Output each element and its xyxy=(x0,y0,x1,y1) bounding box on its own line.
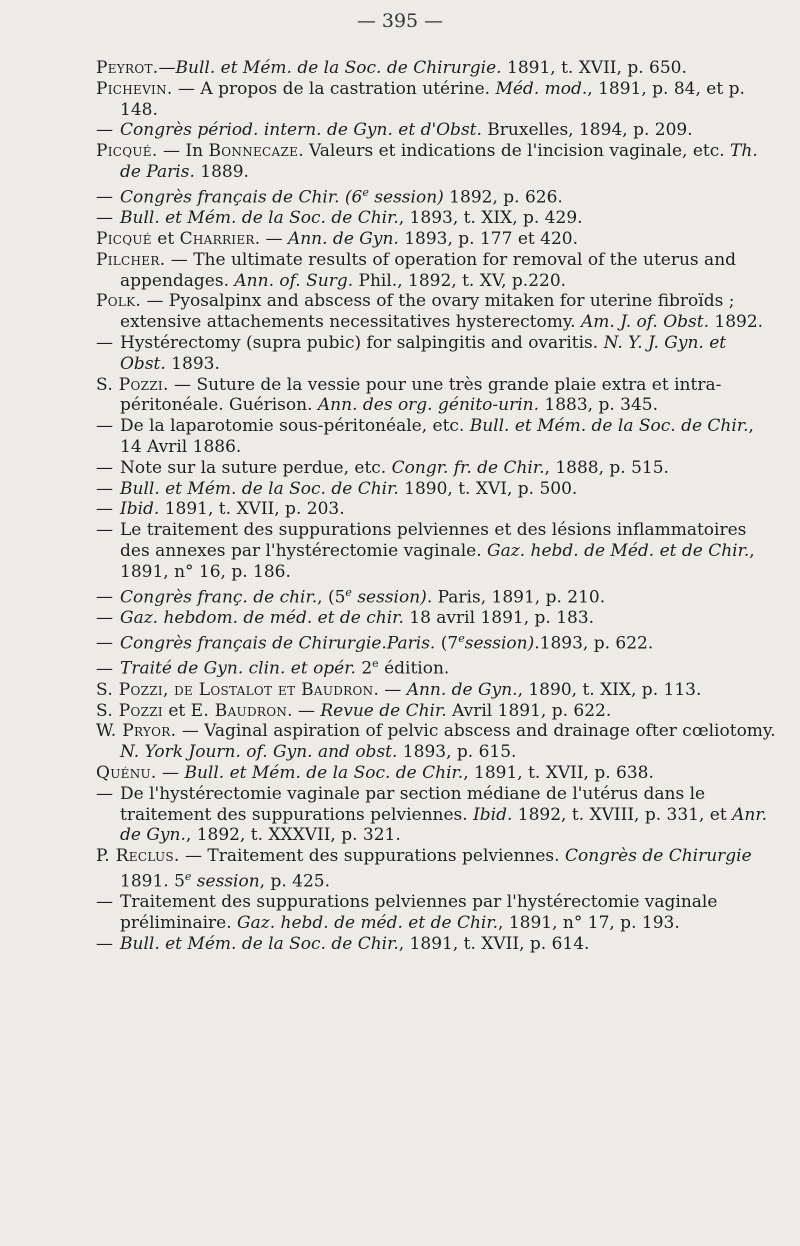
entry-text: et xyxy=(151,229,180,250)
entry-title-italic: Congr. fr. de Chir. xyxy=(391,457,545,478)
entry-title-italic: session xyxy=(191,871,260,892)
entry-text: — A propos de la castration utérine. xyxy=(172,78,496,99)
entry-text: — Suture de la vessie pour une très grande plaie extra et intra-péritonéale. Guérison. xyxy=(120,374,722,416)
bibliography-entry xyxy=(96,629,776,654)
ditto-dash: — xyxy=(96,608,113,629)
entry-text: Bonnecaze xyxy=(208,141,299,162)
entry-text: — Pyosalpinx and abscess of the ovary mitaken for uterine fibroïds ; extensive attachements necessitatives hysterectomy. xyxy=(120,291,735,333)
entry-author: Pilcher. xyxy=(96,249,166,270)
entry-text: 1892, t. XVIII, p. 331, et xyxy=(512,804,733,825)
ditto-dash: — xyxy=(96,587,113,608)
entry-text: . — xyxy=(254,229,288,250)
entry-title-italic: Gaz. hebd. de Méd. et de Chir. xyxy=(487,540,750,561)
ditto-dash: — xyxy=(96,633,113,654)
bibliography-entry xyxy=(96,183,776,208)
entry-text: De l'hystérectomie vaginale par section médiane de l'utérus dans le traitement des suppurations pelviennes. xyxy=(120,783,706,825)
entry-title-italic: Bull. et Mém. de la Soc. de Chirurgie. xyxy=(175,58,502,78)
ditto-dash: — xyxy=(96,187,113,208)
entry-text: — In xyxy=(157,141,209,162)
entry-text: 1893. xyxy=(165,353,220,374)
entry-text: 18 avril 1891, p. 183. xyxy=(403,608,595,629)
entry-text: . Paris, 1891, p. 210. xyxy=(426,587,606,608)
entry-author: Picqué. xyxy=(96,141,158,162)
bibliography-entry xyxy=(96,120,776,141)
bibliography-entry xyxy=(96,479,776,500)
entry-text: Hystérectomy (supra pubic) for salpingitis and ovaritis. xyxy=(120,333,604,354)
entry-title-italic: Gaz. hebdom. de méd. et de chir. xyxy=(120,608,404,629)
ditto-dash: — xyxy=(96,499,113,520)
entry-text: . Valeurs et indications de l'incision vaginale, etc. xyxy=(298,141,731,162)
entry-title-italic: Ann. des org. génito-urin. xyxy=(317,395,539,416)
entry-title-italic: Ann. of. Surg. xyxy=(234,270,354,291)
entry-text: e xyxy=(372,657,379,671)
entry-title-italic: Ann. de Gyn. xyxy=(406,679,518,700)
entry-text: — Vaginal aspiration of pelvic abscess and drainage ofter cœliotomy. xyxy=(176,721,776,742)
entry-text: Charrier xyxy=(179,229,255,250)
ditto-dash: — xyxy=(96,783,113,804)
bibliography-entry xyxy=(96,141,776,183)
bibliography-entry xyxy=(96,79,776,121)
entry-title-italic: Congrès français de Chirurgie.Paris. xyxy=(120,633,436,654)
entry-text: 1890, t. XVI, p. 500. xyxy=(398,478,578,499)
bibliography-entry xyxy=(96,608,776,629)
entry-author: W. Pryor. xyxy=(96,721,177,742)
ditto-dash: — xyxy=(96,457,113,478)
entry-text: de Lostalot et Baudron xyxy=(174,679,374,700)
bibliography-entry xyxy=(96,934,776,955)
bibliography-entry xyxy=(96,721,776,763)
ditto-dash: — xyxy=(96,933,113,954)
entry-text: 1889. xyxy=(194,161,249,182)
entry-title-italic: session) xyxy=(464,633,535,654)
entry-text: Traitement des suppurations pelviennes par l'hystérectomie vaginale préliminaire. xyxy=(120,892,718,934)
entry-title-italic: Congrès périod. intern. de Gyn. et d'Obst. xyxy=(120,120,482,141)
bibliography-entry xyxy=(96,208,776,229)
entry-title-italic: Congrès franç. de chir. xyxy=(120,587,318,608)
entry-text: .1893, p. 622. xyxy=(534,633,654,654)
entry-title-italic: session) xyxy=(351,587,427,608)
entry-author: Peyrot. xyxy=(96,58,159,78)
entry-text: Note sur la suture perdue, etc. xyxy=(120,457,392,478)
ditto-dash: — xyxy=(96,416,113,437)
entry-title-italic: Anr. de Gyn. xyxy=(120,804,767,846)
bibliography-entry xyxy=(96,846,776,892)
entry-title-italic: Ibid. xyxy=(473,804,513,825)
entry-text: — xyxy=(156,762,185,783)
entry-title-italic: Méd. mod. xyxy=(495,78,588,99)
entry-text: , 1891, n° 17, p. 193. xyxy=(498,913,680,934)
entry-text: Bruxelles, 1894, p. 209. xyxy=(481,120,693,141)
entry-text: — xyxy=(158,58,176,78)
entry-author: S. Pozzi xyxy=(96,700,163,721)
entry-text: 1891, t. XVII, p. 650. xyxy=(501,58,687,78)
bibliography-entry xyxy=(96,499,776,520)
entry-title-italic: Bull. et Mém. de la Soc. de Chir. xyxy=(120,933,399,954)
entry-text: , 1892, t. XXXVII, p. 321. xyxy=(185,825,401,846)
bibliography-entry xyxy=(96,583,776,608)
bibliography-entry xyxy=(96,654,776,679)
entry-title-italic: Th. de Paris. xyxy=(120,141,758,182)
entry-title-italic: e xyxy=(362,185,369,199)
entry-text: De la laparotomie sous-péritonéale, etc. xyxy=(120,416,470,437)
entry-title-italic: e xyxy=(184,869,192,883)
entry-text: 1891, t. XVII, p. 203. xyxy=(159,499,345,520)
entry-author: S. Pozzi. xyxy=(96,374,169,395)
bibliography-entry xyxy=(96,458,776,479)
entry-text: , 14 Avril 1886. xyxy=(120,416,754,457)
entry-text: , 1893, t. XIX, p. 429. xyxy=(398,208,583,229)
ditto-dash: — xyxy=(96,658,113,679)
entry-title-italic: Congrès de Chirurgie xyxy=(564,846,752,867)
entry-title-italic: Bull. et Mém. de la Soc. de Chir. xyxy=(120,208,399,229)
bibliography-entry xyxy=(96,250,776,292)
entry-author: Picqué xyxy=(96,229,152,250)
ditto-dash: — xyxy=(96,120,113,141)
entry-title-italic: Ann. de Gyn. xyxy=(287,229,399,250)
entry-text: , (5 xyxy=(317,587,346,608)
entry-text: , 1888, p. 515. xyxy=(544,457,669,478)
entry-title-italic: Bull. et Mém. de la Soc. de Chir. xyxy=(469,416,749,437)
entry-text: 1892. xyxy=(709,312,764,333)
entry-text: E. Baudron xyxy=(190,700,288,721)
entry-text: , 1890, t. XIX, p. 113. xyxy=(517,679,702,700)
bibliography-entry xyxy=(96,520,776,582)
entry-text: 2 xyxy=(355,658,373,679)
bibliography-entry xyxy=(96,416,776,458)
ditto-dash: — xyxy=(96,478,113,499)
entry-text: , 1891, p. 84, et p. 148. xyxy=(120,78,745,120)
ditto-dash: — xyxy=(96,208,113,229)
entry-text: 1892, p. 626. xyxy=(443,187,563,208)
entry-text: , 1891, n° 16, p. 186. xyxy=(120,540,755,582)
entry-title-italic: Bull. et Mém. de la Soc. de Chir. xyxy=(120,478,399,499)
entry-author: Polk. xyxy=(96,291,142,312)
entry-text: 1891. 5 xyxy=(120,871,185,892)
entry-title-italic: Am. J. of. Obst. xyxy=(581,312,710,333)
entry-author: P. Reclus. xyxy=(96,846,180,867)
entry-title-italic: Ibid. xyxy=(120,499,160,520)
ditto-dash: — xyxy=(96,333,113,354)
entry-title-italic: Bull. et Mém. de la Soc. de Chir. xyxy=(184,762,464,783)
entry-title-italic: Congrès français de Chir. (6 xyxy=(120,187,363,208)
entry-author: Quénu. xyxy=(96,762,157,783)
entry-title-italic: Traité de Gyn. clin. et opér. xyxy=(120,658,356,679)
bibliography-entry xyxy=(96,763,776,784)
bibliography-entry xyxy=(96,58,776,79)
bibliography-entry xyxy=(96,333,776,375)
entry-text: 1883, p. 345. xyxy=(539,395,659,416)
entry-text: (7 xyxy=(435,633,459,654)
entry-title-italic: Revue de Chir. xyxy=(320,700,447,721)
bibliography-list xyxy=(96,58,776,955)
entry-title-italic: N. York Journ. of. Gyn. and obst. xyxy=(120,742,398,763)
entry-author: S. Pozzi, xyxy=(96,679,169,700)
bibliography-entry xyxy=(96,784,776,846)
bibliography-entry xyxy=(96,892,776,934)
entry-text: — Traitement des suppurations pelviennes. xyxy=(179,846,565,867)
entry-title-italic: e xyxy=(458,631,465,645)
entry-text: 1893, p. 615. xyxy=(397,742,517,763)
entry-text: — The ultimate results of operation for removal of the uterus and appendages. xyxy=(120,249,737,291)
ditto-dash: — xyxy=(96,892,113,913)
entry-text: , p. 425. xyxy=(259,871,331,892)
entry-text: , 1891, t. XVII, p. 638. xyxy=(463,762,654,783)
entry-title-italic: e xyxy=(345,585,352,599)
bibliography-entry xyxy=(96,291,776,333)
entry-title-italic: N. Y. J. Gyn. et Obst. xyxy=(120,333,727,374)
entry-author: Pichevin. xyxy=(96,78,173,99)
entry-text: Le traitement des suppurations pelviennes et des lésions inflammatoires des annexes par l'hystérectomie vaginale. xyxy=(120,520,747,561)
entry-text: Avril 1891, p. 622. xyxy=(446,700,612,721)
entry-text: édition. xyxy=(378,658,450,679)
entry-text: , 1891, t. XVII, p. 614. xyxy=(398,933,590,954)
bibliography-entry xyxy=(96,375,776,417)
page-number: — 395 — xyxy=(356,10,444,32)
entry-title-italic: session) xyxy=(368,187,444,208)
entry-text: . — xyxy=(373,679,407,700)
entry-text: Phil., 1892, t. XV, p.220. xyxy=(353,270,567,291)
bibliography-entry xyxy=(96,701,776,722)
bibliography-entry xyxy=(96,680,776,701)
entry-text: . — xyxy=(287,700,321,721)
entry-text: et xyxy=(162,700,191,721)
entry-title-italic: Gaz. hebd. de méd. et de Chir. xyxy=(237,913,499,934)
entry-text: 1893, p. 177 et 420. xyxy=(398,229,578,250)
bibliography-entry xyxy=(96,229,776,250)
ditto-dash: — xyxy=(96,520,113,541)
